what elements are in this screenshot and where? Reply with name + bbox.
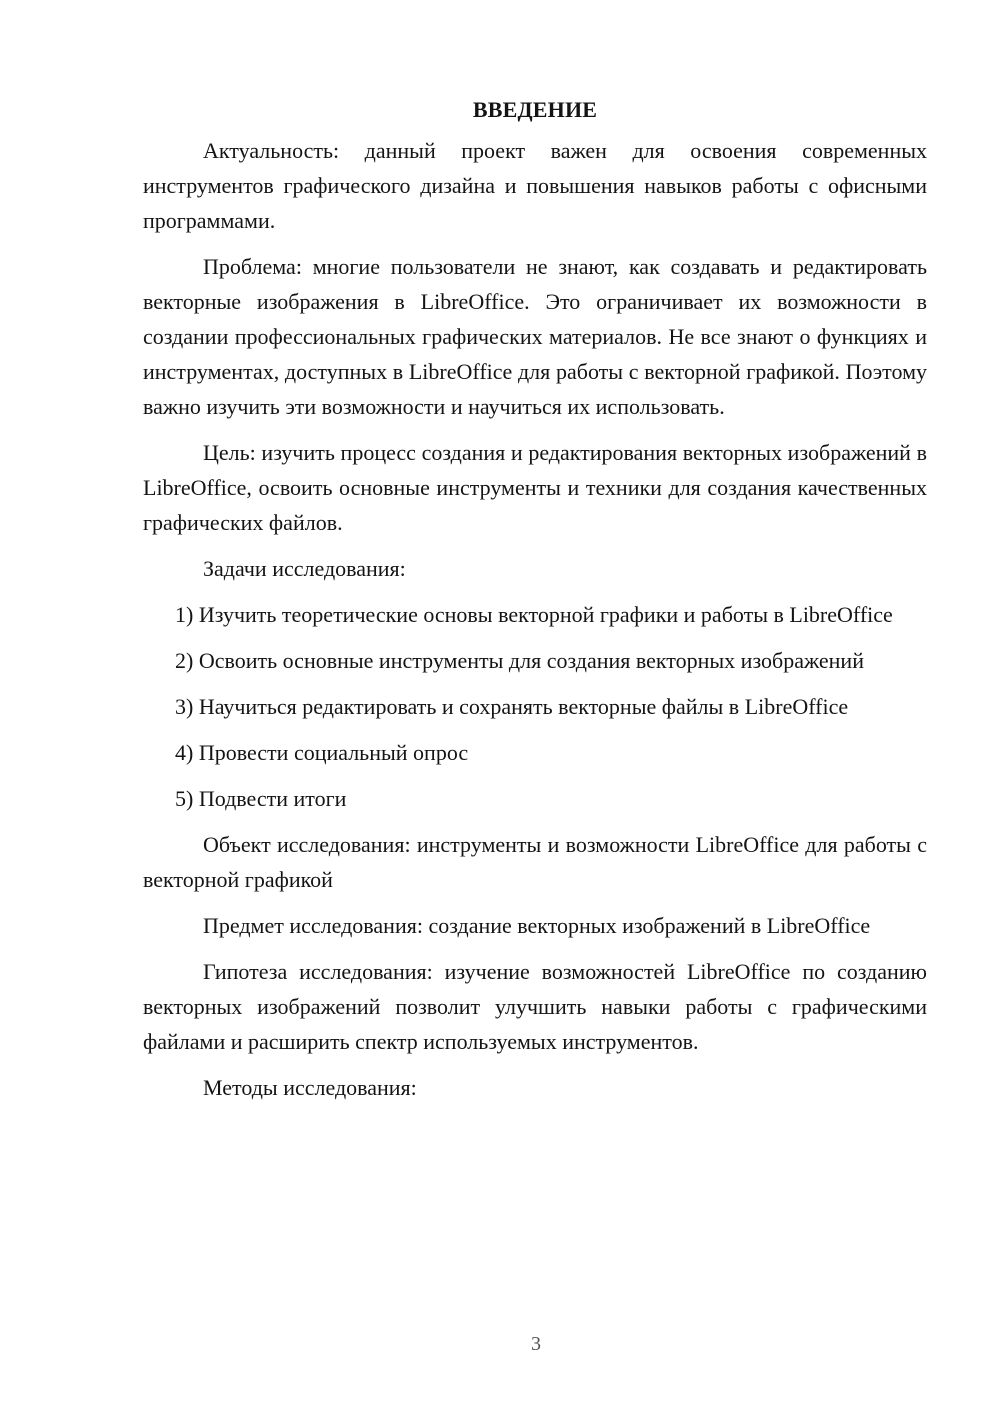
relevance-paragraph: Актуальность: данный проект важен для освоения современных инструментов графического дизайна и повышения навыков работы с офисными программами. <box>143 138 927 233</box>
task-item: 4) Провести социальный опрос <box>175 740 469 765</box>
tasks-intro: Задачи исследования: <box>203 556 406 581</box>
methods-paragraph: Методы исследования: <box>203 1075 417 1100</box>
object-paragraph: Объект исследования: инструменты и возможности LibreOffice для работы с векторной графикой <box>143 832 927 892</box>
page-number: 3 <box>531 1333 541 1355</box>
task-item: 1) Изучить теоретические основы векторной графики и работы в LibreOffice <box>175 602 893 627</box>
task-item: 2) Освоить основные инструменты для создания векторных изображений <box>175 648 864 673</box>
problem-paragraph: Проблема: многие пользователи не знают, как создавать и редактировать векторные изображения в LibreOffice. Это ограничивает их возможности в создании профессиональных графических материалов. Не все знают о функциях и инструментах, доступных в LibreOffice для работы с векторной графикой. Поэтому важно изучить эти возможности и научиться их использовать. <box>143 254 927 419</box>
goal-paragraph: Цель: изучить процесс создания и редактирования векторных изображений в LibreOffice, освоить основные инструменты и техники для создания качественных графических файлов. <box>143 440 927 535</box>
task-item: 3) Научиться редактировать и сохранять векторные файлы в LibreOffice <box>175 694 849 719</box>
section-heading: ВВЕДЕНИЕ <box>472 97 598 122</box>
task-item: 5) Подвести итоги <box>175 786 347 811</box>
subject-paragraph: Предмет исследования: создание векторных изображений в LibreOffice <box>203 913 871 938</box>
tasks-list <box>143 597 927 816</box>
page-content <box>143 92 927 1116</box>
hypothesis-paragraph: Гипотеза исследования: изучение возможностей LibreOffice по созданию векторных изображений позволит улучшить навыки работы с графическими файлами и расширить спектр используемых инструментов. <box>143 959 927 1054</box>
